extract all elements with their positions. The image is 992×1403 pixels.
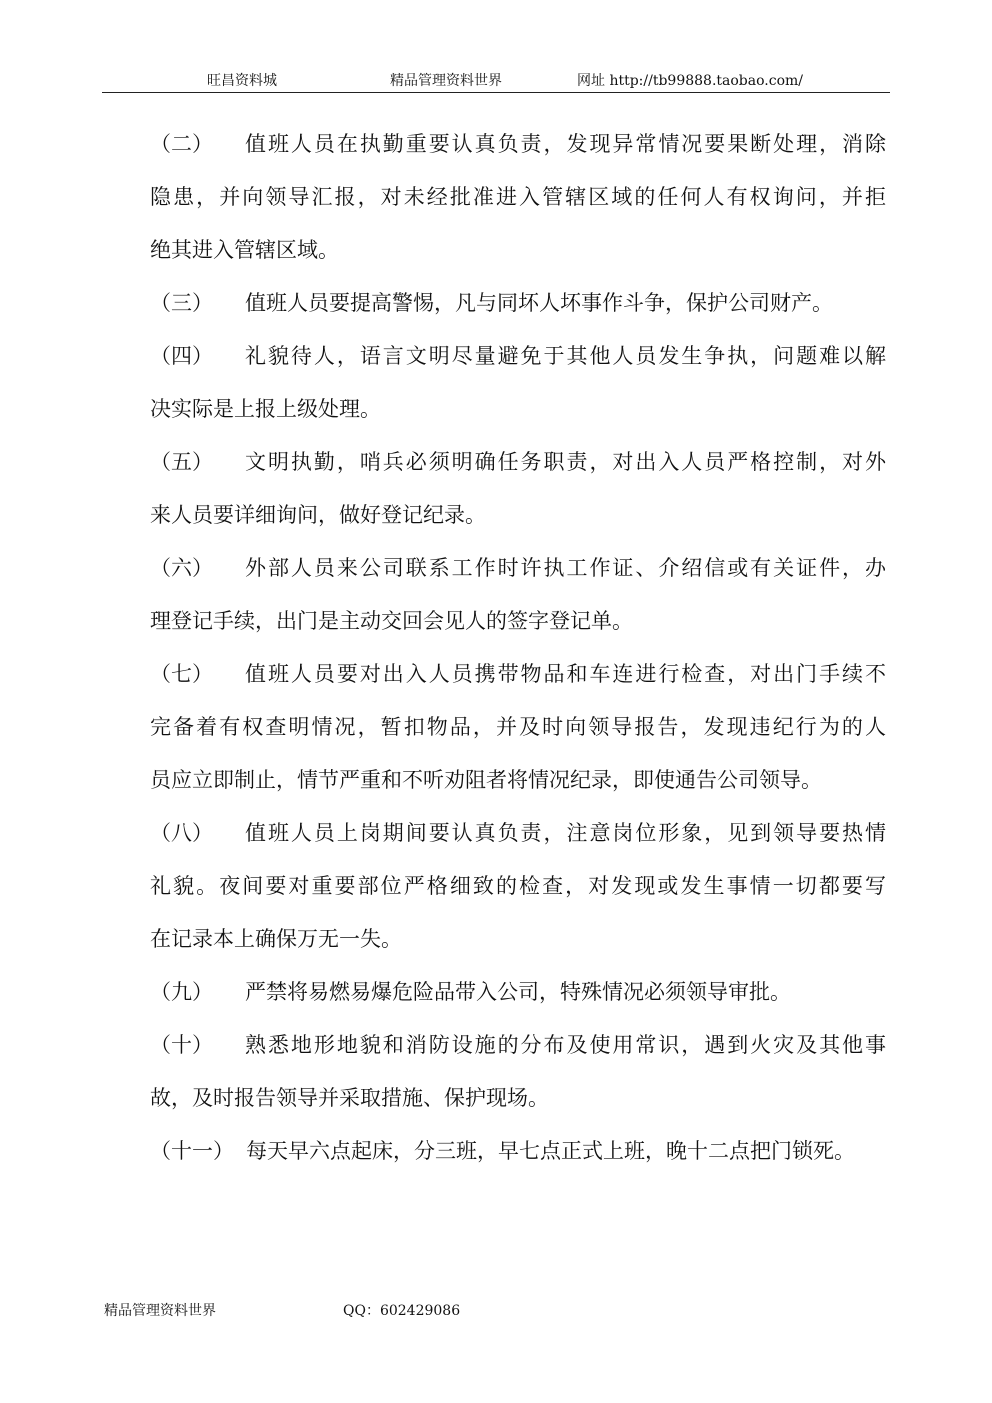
clause-text-line: 严禁将易燃易爆危险品带入公司，特殊情况必须领导审批。 [245,980,791,1004]
footer-qq-text: QQ：602429086 [343,1303,461,1319]
clause-text-line: 隐患，并向领导汇报，对未经批准进入管辖区域的任何人有权询问，并拒 [150,185,886,209]
clause-first-line [150,542,886,595]
clause-paragraph [150,436,886,542]
clause-first-line [150,1125,886,1178]
clause-text-line: 在记录本上确保万无一失。 [150,927,402,951]
header-left-text: 旺昌资料城 [207,73,277,89]
clause-text-line: 值班人员要提高警惕，凡与同坏人坏事作斗争，保护公司财产。 [245,291,833,315]
clause-text-line: 文明执勤，哨兵必须明确任务职责，对出入人员严格控制，对外 [245,450,886,474]
document-body [150,118,886,1178]
clause-number: （二） [150,132,213,156]
clause-text-line: 完备着有权查明情况，暂扣物品，并及时向领导报告，发现违纪行为的人 [150,715,886,739]
clause-first-line [150,118,886,171]
footer-left-text: 精品管理资料世界 [104,1303,216,1319]
clause-text-line: 外部人员来公司联系工作时许执工作证、介绍信或有关证件，办 [245,556,886,580]
clause-paragraph [150,648,886,807]
header-center-text: 精品管理资料世界 [390,73,502,89]
page-header [0,70,992,92]
header-website-text: 网址 http://tb99888.taobao.com/ [577,73,804,89]
clause-text-line: 理登记手续，出门是主动交回会见人的签字登记单。 [150,609,633,633]
clause-number: （十） [150,1033,213,1057]
clause-text-line: 绝其进入管辖区域。 [150,238,339,262]
clause-text-line: 每天早六点起床，分三班，早七点正式上班，晚十二点把门锁死。 [246,1139,855,1163]
clause-number: （三） [150,291,213,315]
clause-first-line [150,330,886,383]
clause-text-line: 熟悉地形地貌和消防设施的分布及使用常识，遇到火灾及其他事 [245,1033,886,1057]
clause-paragraph [150,966,886,1019]
clause-text-line: 故，及时报告领导并采取措施、保护现场。 [150,1086,549,1110]
clause-number: （十一） [150,1139,234,1163]
clause-first-line [150,966,886,1019]
header-divider [102,92,890,93]
clause-text-line: 礼貌。夜间要对重要部位严格细致的检查，对发现或发生事情一切都要写 [150,874,886,898]
clause-text-line: 礼貌待人，语言文明尽量避免于其他人员发生争执，问题难以解 [245,344,886,368]
clause-text-line: 来人员要详细询问，做好登记纪录。 [150,503,486,527]
clause-first-line [150,1019,886,1072]
clause-first-line [150,648,886,701]
clause-text-line: 值班人员在执勤重要认真负责，发现异常情况要果断处理，消除 [245,132,886,156]
page-footer [0,1300,992,1322]
clause-paragraph [150,277,886,330]
clause-first-line [150,277,886,330]
clause-number: （七） [150,662,213,686]
clause-number: （五） [150,450,213,474]
clause-paragraph [150,118,886,277]
clause-number: （八） [150,821,213,845]
clause-first-line [150,436,886,489]
clause-text-line: 员应立即制止，情节严重和不听劝阻者将情况纪录，即使通告公司领导。 [150,768,822,792]
clause-paragraph [150,542,886,648]
clause-text-line: 决实际是上报上级处理。 [150,397,381,421]
clause-text-line: 值班人员要对出入人员携带物品和车连进行检查，对出门手续不 [245,662,886,686]
clause-number: （四） [150,344,213,368]
clause-number: （六） [150,556,213,580]
clause-text-line: 值班人员上岗期间要认真负责，注意岗位形象，见到领导要热情 [245,821,886,845]
clause-paragraph [150,807,886,966]
clause-number: （九） [150,980,213,1004]
clause-paragraph [150,1019,886,1125]
clause-paragraph [150,330,886,436]
clause-paragraph [150,1125,886,1178]
clause-first-line [150,807,886,860]
